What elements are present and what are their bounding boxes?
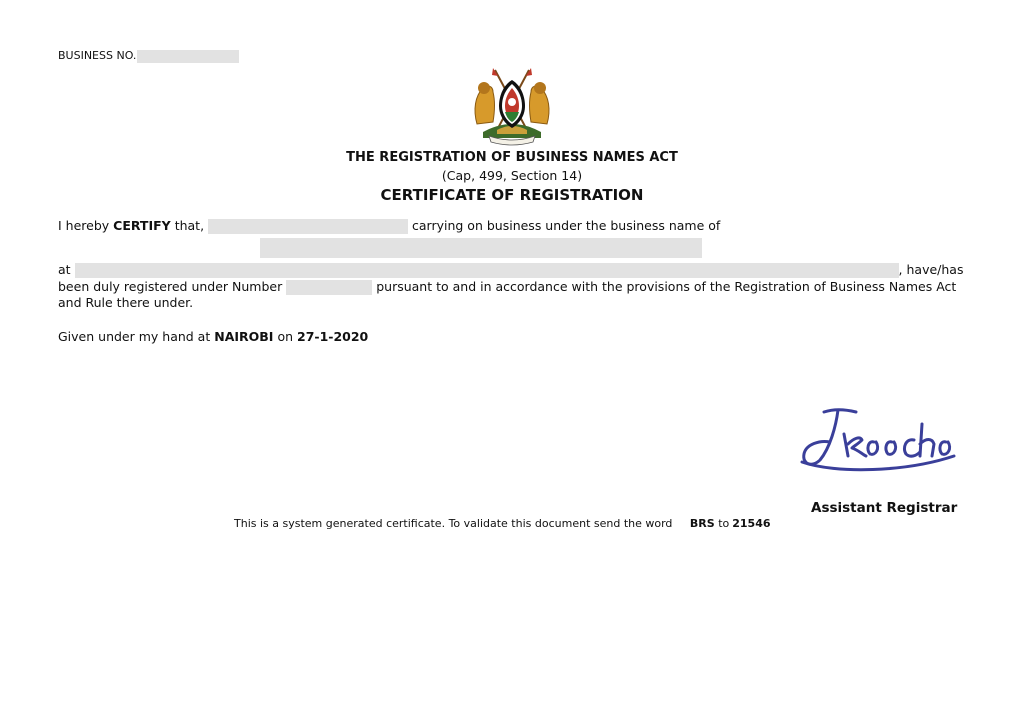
registered-line — [58, 279, 956, 295]
registered-suffix: pursuant to and in accordance with the provisions of the Registration of Business Names Act — [376, 279, 957, 294]
signature — [796, 404, 960, 476]
cap-subtitle: (Cap, 499, Section 14) — [441, 168, 583, 183]
proprietor-name-redaction — [208, 219, 408, 234]
given-prefix: Given under my hand at — [58, 329, 211, 344]
rule-line: and Rule there under. — [58, 295, 194, 310]
assistant-registrar-title: Assistant Registrar — [811, 500, 958, 516]
certify-suffix: that, — [174, 218, 205, 233]
address-line — [58, 262, 963, 278]
registration-number-redaction — [286, 280, 372, 295]
footer-text: This is a system generated certificate. To validate this document send the word — [234, 517, 673, 530]
carrying-on-text: carrying on business under the business name of — [412, 218, 721, 233]
footer-to-word: to — [718, 517, 730, 530]
certify-word: CERTIFY — [113, 218, 171, 233]
certify-line — [58, 218, 720, 234]
coat-of-arms-emblem — [469, 66, 555, 146]
certificate-title: CERTIFICATE OF REGISTRATION — [380, 186, 644, 204]
address-redaction — [75, 263, 899, 278]
business-no-label: BUSINESS NO. — [58, 49, 137, 62]
business-no-line — [58, 49, 239, 63]
given-place: NAIROBI — [214, 329, 274, 344]
coat-of-arms — [469, 66, 555, 146]
registered-prefix: been duly registered under Number — [58, 279, 283, 294]
have-has-text: , have/has — [898, 262, 964, 277]
given-line — [58, 329, 368, 345]
given-date: 27-1-2020 — [297, 329, 369, 344]
footer-number: 21546 — [732, 517, 771, 530]
certify-prefix: I hereby — [58, 218, 110, 233]
validation-footer — [234, 517, 771, 530]
given-on-word: on — [277, 329, 294, 344]
business-name-redaction — [260, 238, 702, 258]
at-word: at — [58, 262, 71, 277]
signature-image — [796, 404, 960, 476]
footer-code-word: BRS — [689, 517, 715, 530]
business-no-redaction — [137, 50, 239, 63]
act-title: THE REGISTRATION OF BUSINESS NAMES ACT — [346, 150, 678, 165]
